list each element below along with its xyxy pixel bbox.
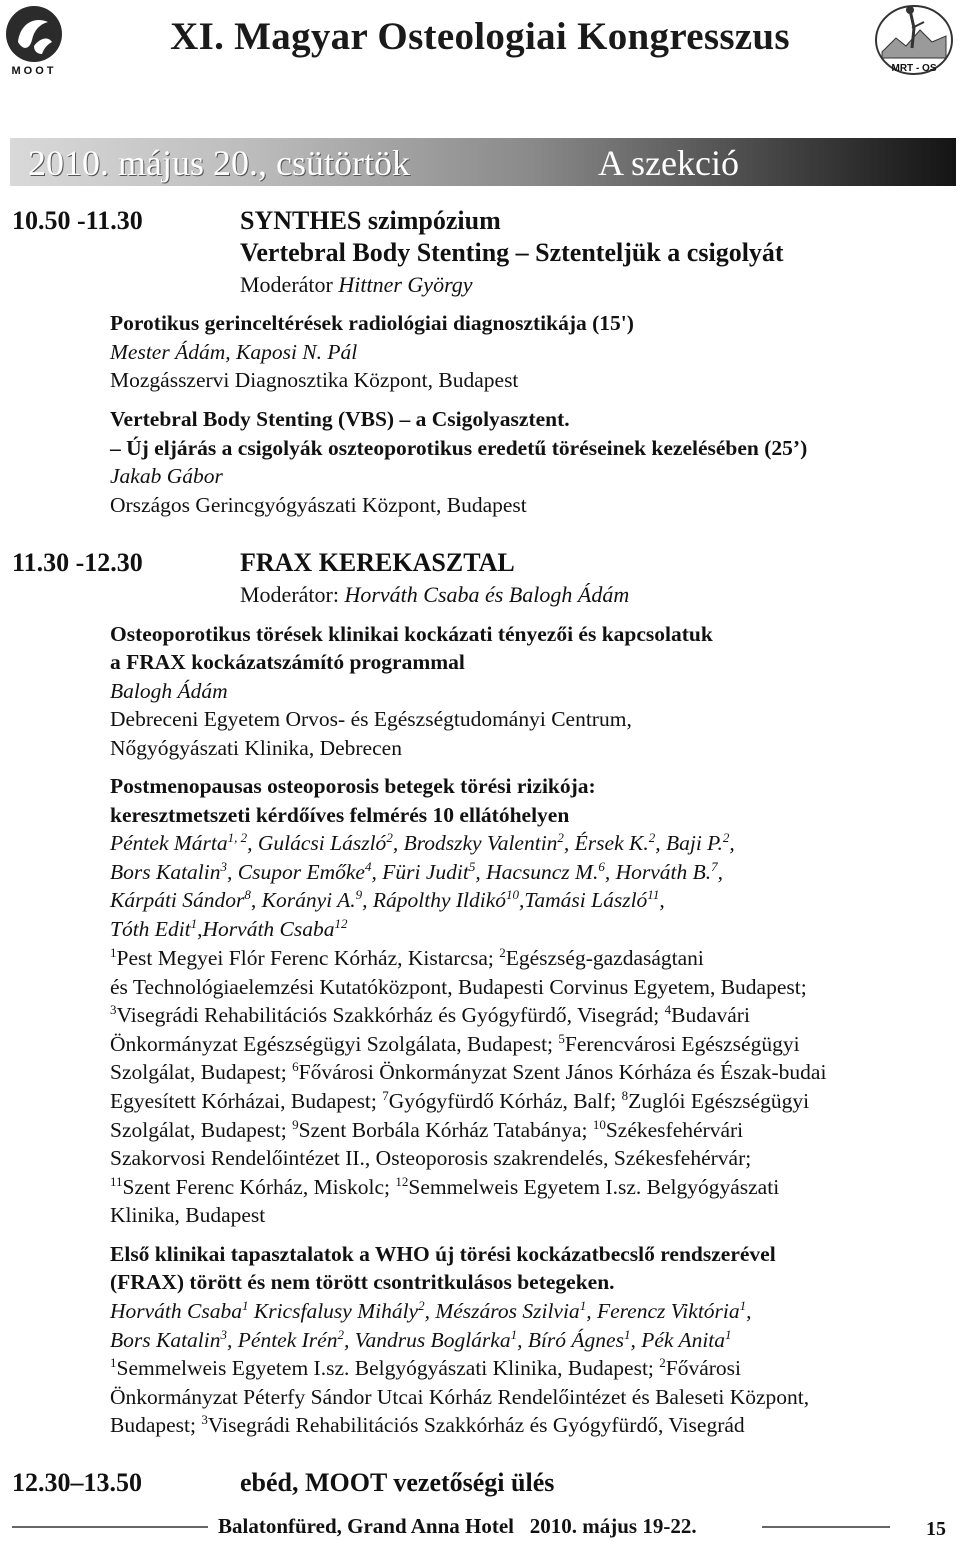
talk-authors: Jakab Gábor [110,464,223,488]
text-segment: Szakorvosi Rendelőintézet II., Osteoporosis szakrendelés, Székesfehérvár; [110,1146,752,1171]
affiliation-line [110,1030,950,1059]
affiliation-line [110,1383,950,1412]
affiliation-index: 1 [579,1297,587,1313]
moot-logo-text: MOOT [11,65,57,77]
affiliation-line [110,1116,950,1145]
talk-affiliation-block [110,1354,950,1440]
text-segment: , [729,831,735,855]
text-segment: Tóth Edit [110,916,191,941]
moderator-label: Moderátor [240,272,333,297]
text-segment: , Péntek Irén [227,1327,338,1352]
affiliation-line [110,1144,950,1173]
talk-affiliation-cont: Nőgyógyászati Klinika, Debrecen [110,736,402,760]
talk-authors-block [110,829,950,943]
author-line [110,1326,950,1355]
talk-title: Első klinikai tapasztalatok a WHO új törési kockázatbecslő rendszerével [110,1242,776,1266]
talk-title: Porotikus gerinceltérések radiológiai diagnosztikája (15') [110,311,634,335]
text-segment: Zuglói Egészségügyi [628,1088,810,1113]
affiliation-index: 2 [337,1326,344,1342]
page-title: XI. Magyar Osteologiai Kongresszus [170,15,790,58]
text-segment: , Rápolthy Ildikó [362,888,507,913]
affiliation-index: 9 [355,887,363,903]
mrt-os-logo-text: MRT - OS [891,63,937,74]
text-segment: Budapest; [110,1413,202,1438]
text-segment: Pest Megyei Flór Ferenc Kórház, Kistarcsa; [116,946,500,970]
text-segment: Kárpáti Sándor [110,888,245,913]
text-segment: Horváth Csaba [110,1299,242,1323]
affiliation-index: 7 [382,1087,389,1103]
affiliation-index: 7 [711,858,718,874]
page-number: 15 [926,1518,946,1540]
session3-time: 12.30–13.50 [12,1468,142,1497]
author-line [110,858,950,887]
moderator-name: Horváth Csaba és Balogh Ádám [344,582,630,607]
affiliation-index: 2 [418,1297,425,1313]
text-segment: , Horváth B. [604,859,712,884]
talk-affiliation: Debreceni Egyetem Orvos- és Egészségtudományi Centrum, [110,707,632,731]
affiliation-index: 1 [242,1297,249,1313]
affiliation-line [110,1087,950,1116]
text-segment: Önkormányzat Egészségügyi Szolgálata, Budapest; [110,1031,559,1056]
text-segment: , Pék Anita [630,1327,726,1352]
affiliation-line [110,1173,950,1202]
text-segment: Önkormányzat Péterfy Sándor Utcai Kórház Rendelőintézet és Baleseti Központ, [110,1384,810,1409]
text-segment: Egyesített Kórházai, Budapest; [110,1088,383,1113]
talk-affiliation: Országos Gerincgyógyászati Központ, Budapest [110,493,527,517]
affiliation-index: 11 [110,1173,123,1189]
text-segment: Budavári [671,1003,750,1028]
text-segment: Szent Borbála Kórház Tatabánya; [298,1117,593,1142]
footer-rule-right [762,1526,890,1528]
affiliation-index: 1 [623,1326,631,1342]
text-segment: Visegrádi Rehabilitációs Szakkórház és Gyógyfürdő, Visegrád [207,1413,745,1438]
author-line [110,915,950,944]
text-segment: , Ferencz Viktória [586,1299,740,1323]
affiliation-index: 6 [292,1059,299,1075]
affiliation-index: 2 [386,829,393,845]
affiliation-index: 1 [739,1297,747,1313]
moderator-name: Hittner György [338,272,473,297]
author-line [110,886,950,915]
text-segment: , Brodszky Valentin [392,831,558,855]
talk-title: Vertebral Body Stenting (VBS) – a Csigolyasztent. [110,407,570,431]
band-section: A szekció [598,143,739,183]
text-segment: Kricsfalusy Mihály [248,1299,419,1323]
affiliation-index: 5 [558,1030,565,1046]
text-segment: Péntek Márta [110,831,228,855]
text-segment: Egészség-gazdaságtani [505,946,704,970]
affiliation-index: 2 [659,1354,666,1370]
text-segment: , Gulácsi László [247,831,387,855]
affiliation-line [110,1001,950,1030]
talk-affiliation-block [110,944,950,1230]
affiliation-index: 3 [220,858,228,874]
affiliation-index: 3 [220,1326,228,1342]
session1-subtitle: Vertebral Body Stenting – Sztenteljük a csigolyát [240,238,784,267]
text-segment: Gyógyfürdő Kórház, Balf; [388,1088,622,1113]
affiliation-index: 9 [292,1116,299,1132]
affiliation-index: 2 [648,829,656,845]
affiliation-index: 10 [592,1116,606,1132]
text-segment: , [659,888,665,913]
affiliation-line [110,1058,950,1087]
affiliation-index: 3 [110,1002,117,1018]
affiliation-line [110,973,950,1002]
text-segment: , [717,859,723,884]
affiliation-index: 1 [110,1354,117,1370]
affiliation-index: 1 [110,944,117,960]
footer-rule-left [12,1526,208,1528]
affiliation-index: 3 [201,1412,208,1428]
text-segment: , Érsek K. [563,831,649,855]
affiliation-index: 1 [190,915,198,931]
affiliation-index: 6 [598,858,605,874]
talk-title-cont: – Új eljárás a csigolyák oszteoporotikus eredetű töréseinek kezelésében (25’) [110,436,808,460]
talk-title-cont: a FRAX kockázatszámító programmal [110,650,465,674]
text-segment: Székesfehérvári [605,1117,744,1142]
talk-authors: Balogh Ádám [110,679,228,703]
text-segment: , Bíró Ágnes [517,1327,624,1352]
session1-moderator [240,272,473,298]
talk-title-cont: (FRAX) törött és nem törött csontritkulásos betegeken. [110,1270,615,1294]
affiliation-index: 12 [395,1173,409,1189]
text-segment: , Baji P. [655,831,723,855]
text-segment: , Csupor Emőke [227,859,365,884]
talk-title-cont: keresztmetszeti kérdőíves felmérés 10 ellátóhelyen [110,803,570,827]
text-segment: Fővárosi [665,1356,742,1380]
affiliation-index: 1, 2 [227,829,248,845]
talk-authors: Mester Ádám, Kaposi N. Pál [110,340,358,364]
text-segment: Szent Ferenc Kórház, Miskolc; [122,1174,396,1199]
session1-title: SYNTHES szimpózium [240,206,501,235]
affiliation-index: 5 [468,858,476,874]
author-line [110,1297,950,1326]
affiliation-index: 1 [510,1326,518,1342]
affiliation-line [110,944,950,973]
affiliation-index: 2 [557,829,564,845]
text-segment: Szolgálat, Budapest; [110,1117,293,1142]
affiliation-index: 8 [621,1087,629,1103]
affiliation-index: 8 [244,887,251,903]
text-segment: ,Tamási László [519,888,648,913]
talk-authors-block [110,1297,950,1354]
text-segment: Bors Katalin [110,859,221,884]
text-segment: és Technológiaelemzési Kutatóközpont, Budapesti Corvinus Egyetem, Budapest; [110,974,807,999]
moderator-label: Moderátor: [240,582,339,607]
talk-affiliation: Mozgásszervi Diagnosztika Központ, Budapest [110,368,519,392]
text-segment: , Mészáros Szilvia [424,1299,580,1323]
text-segment: Visegrádi Rehabilitációs Szakkórház és Gyógyfürdő, Visegrád; [116,1003,665,1028]
text-segment: Semmelweis Egyetem I.sz. Belgyógyászati [408,1174,780,1199]
session2-time: 11.30 -12.30 [12,548,143,577]
text-segment: , [746,1299,752,1323]
affiliation-index: 2 [499,944,506,960]
affiliation-line [110,1411,950,1440]
talk-title: Postmenopausas osteoporosis betegek törési rizikója: [110,774,596,798]
mrt-os-logo [872,2,956,80]
text-segment: Szolgálat, Budapest; [110,1060,293,1085]
session2-moderator [240,582,629,608]
author-line [110,829,950,858]
affiliation-index: 10 [506,887,520,903]
text-segment: Klinika, Budapest [110,1203,266,1228]
session2-title: FRAX KEREKASZTAL [240,548,515,577]
session1-time: 10.50 -11.30 [12,206,143,235]
affiliation-index: 11 [647,887,660,903]
affiliation-line [110,1201,950,1230]
affiliation-index: 12 [334,915,348,931]
text-segment: , Korányi A. [250,888,356,913]
affiliation-index: 4 [364,858,372,874]
affiliation-index: 2 [722,829,730,845]
text-segment: Fővárosi Önkormányzat Szent János Kórháza és Észak-budai [298,1060,827,1085]
talk-title: Osteoporotikus törések klinikai kockázati tényezői és kapcsolatuk [110,622,713,646]
text-segment: Bors Katalin [110,1327,221,1352]
text-segment: , Vandrus Boglárka [343,1327,511,1352]
text-segment: Semmelweis Egyetem I.sz. Belgyógyászati Klinika, Budapest; [116,1356,660,1380]
text-segment: , Hacsuncz M. [475,859,599,884]
session3-title: ebéd, MOOT vezetőségi ülés [240,1468,555,1497]
affiliation-index: 1 [725,1326,732,1342]
affiliation-index: 4 [664,1002,672,1018]
footer-venue: Balatonfüred, Grand Anna Hotel 2010. május 19-22. [218,1514,697,1538]
text-segment: , Füri Judit [371,859,469,884]
band-date: 2010. május 20., csütörtök [28,143,410,183]
affiliation-line [110,1354,950,1383]
text-segment: Ferencvárosi Egészségügyi [564,1031,800,1056]
text-segment: ,Horváth Csaba [197,916,335,941]
